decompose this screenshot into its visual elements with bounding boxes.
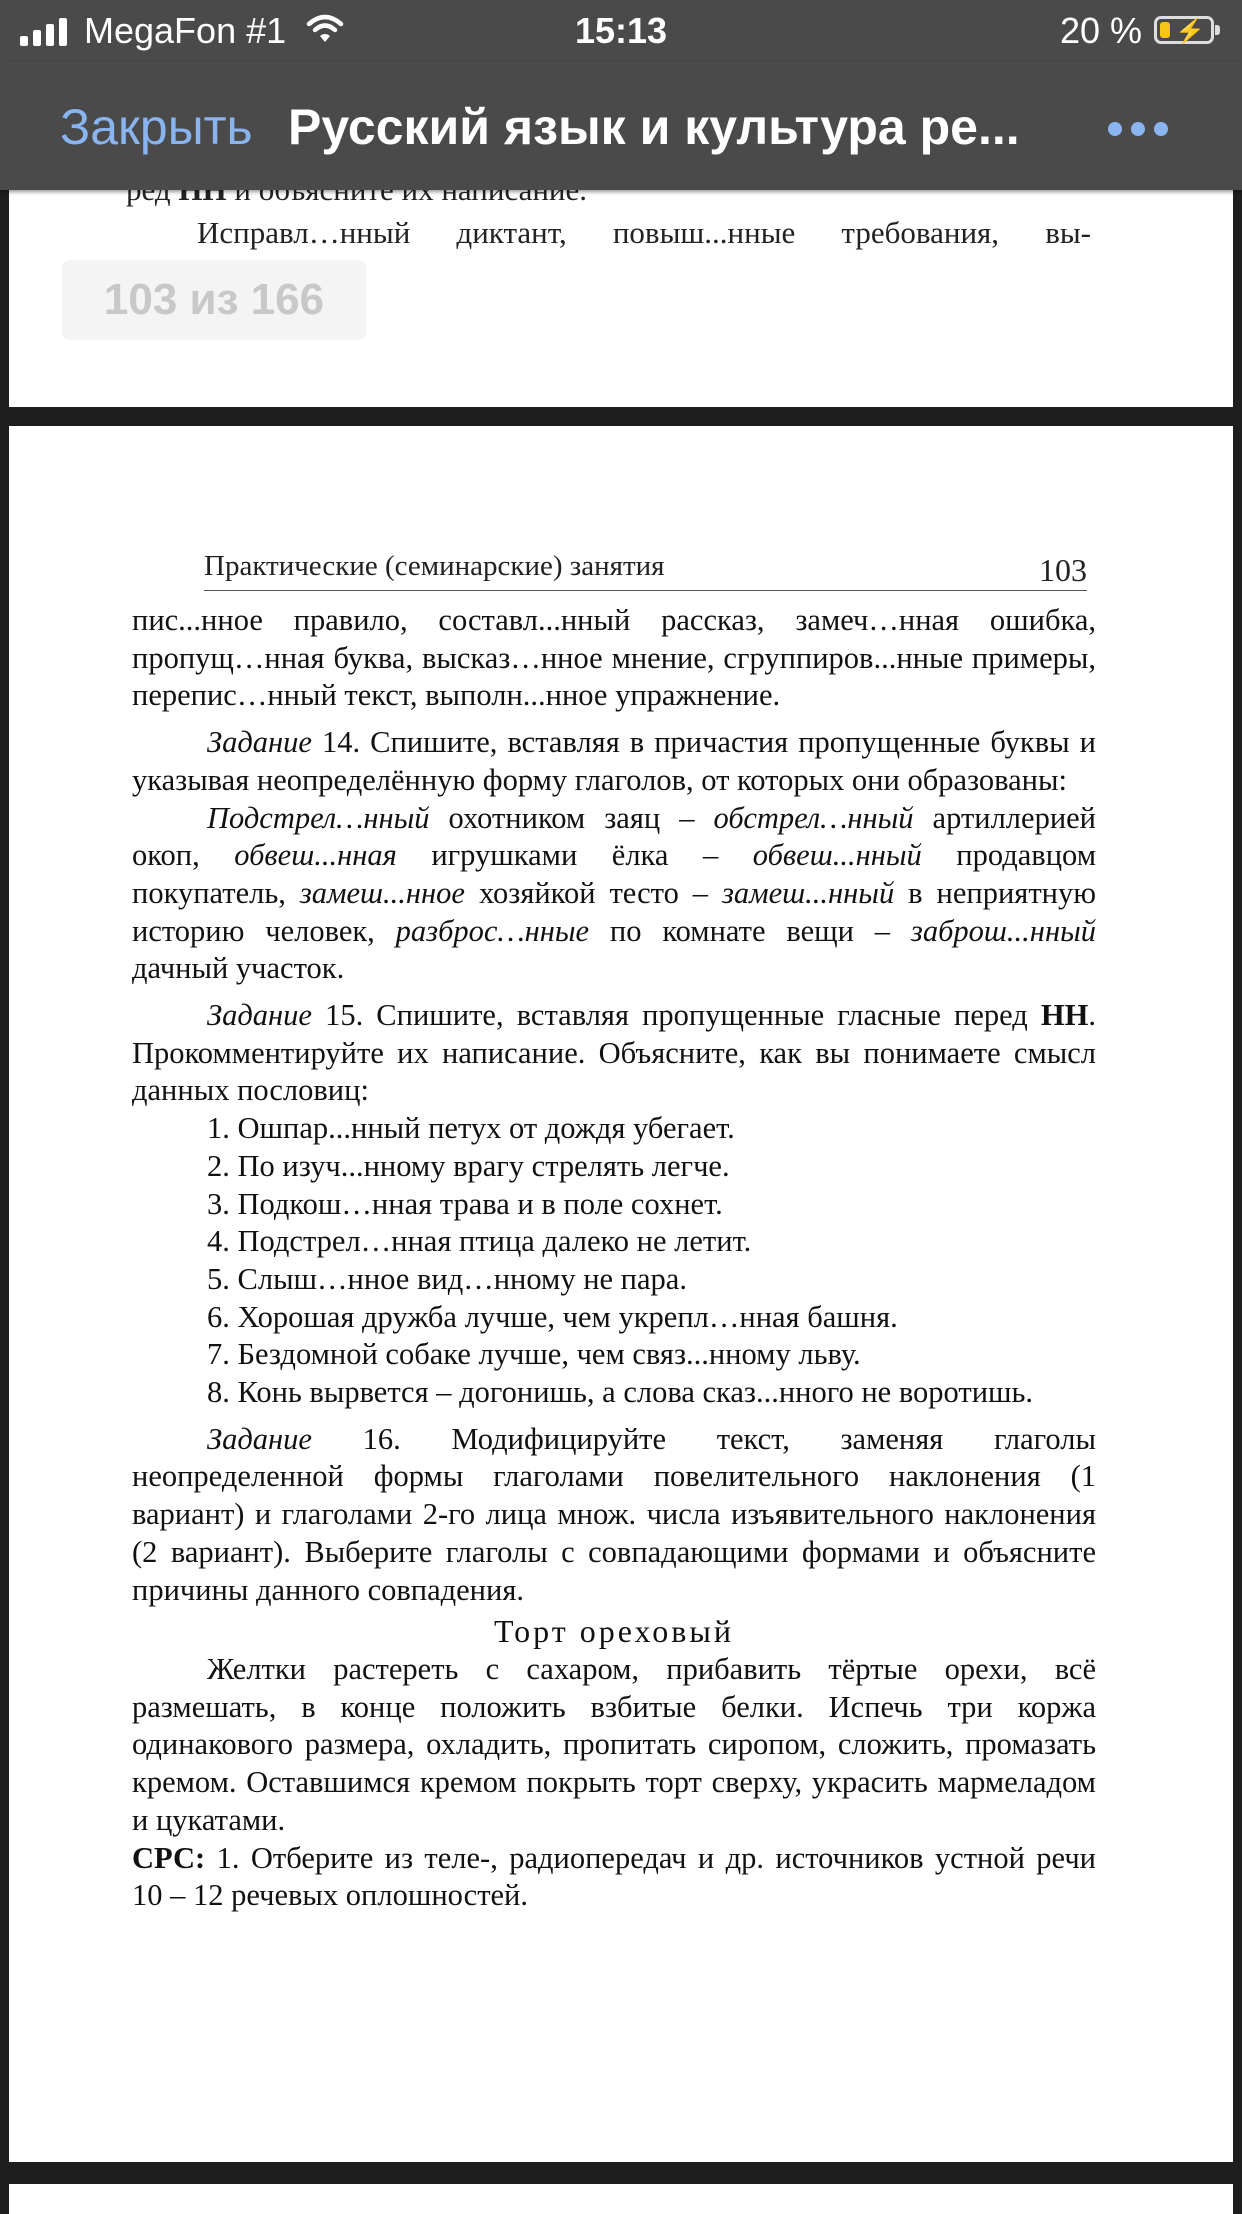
page-counter: 103 из 166: [62, 260, 366, 340]
navigation-bar: [0, 62, 1242, 190]
battery-icon: [1154, 16, 1214, 44]
clock: 15:13: [574, 10, 668, 51]
more-options-icon[interactable]: [1108, 122, 1168, 136]
srs-task: СРС: 1. Отберите из теле-, радиопередач и др. источников устной речи 10 – 12 речевых оплошностей.: [132, 1840, 1096, 1913]
document-title: Русский язык и культура ре...: [288, 99, 1020, 155]
running-head-title: Практические (семинарские) занятия: [204, 550, 665, 582]
battery-tip: [1215, 25, 1220, 35]
proverb-item: 5. Слыш…нное вид…нному не пара.: [207, 1261, 687, 1296]
current-page[interactable]: [9, 426, 1233, 2162]
page-number: 103: [1039, 552, 1087, 588]
task-14: Задание 14. Спишите, вставляя в причастия пропущенные буквы и указывая неопределённую форму глаголов, от которых они образованы:: [132, 725, 1096, 797]
paragraph: пис...нное правило, составл...нный рассказ, замеч…нная ошибка, пропущ…нная буква, высказ…нное мнение, сгруппиров...нные примеры, перепис…нный текст, выполн...нное упражнение.: [132, 603, 1096, 713]
battery-percent: 20 %: [1059, 10, 1142, 51]
running-head: [204, 550, 1087, 591]
wifi-icon: [306, 14, 344, 44]
next-page[interactable]: [9, 2184, 1233, 2214]
proverb-item: 2. По изуч...нному врагу стрелять легче.: [207, 1148, 730, 1183]
proverb-item: 8. Конь вырвется – догонишь, а слова сказ...нного не воротишь.: [207, 1375, 1034, 1410]
recipe-title: Торт ореховый: [494, 1613, 734, 1650]
battery-level: [1160, 22, 1170, 38]
close-button[interactable]: Закрыть: [60, 99, 253, 155]
recipe-text: Желтки растереть с сахаром, прибавить тёртые орехи, всё размешать, в конце положить взбитые белки. Испечь три коржа одинакового размера, охладить, пропитать сиропом, сложить, промазать кремом. Оставшимся кремом покрыть торт сверху, украсить мармеладом и цукатами.: [132, 1651, 1096, 1837]
page-content: [132, 602, 1096, 1915]
carrier-name: MegaFon #1: [84, 10, 287, 51]
proverb-item: 4. Подстрел…нная птица далеко не летит.: [207, 1224, 752, 1259]
proverb-item: 6. Хорошая дружба лучше, чем укрепл…нная башня.: [207, 1299, 898, 1334]
task-14-exercise: Подстрел…нный охотником заяц – обстрел…нный артиллерией окоп, обвеш...нная игрушками ёлка – обвеш...нный продавцом покупатель, замеш...нное хозяйкой тесто – замеш...нный в неприятную историю человек, разброс…нные по комнате вещи – заброш...нный дачный участок.: [132, 800, 1097, 986]
proverb-item: 7. Бездомной собаке лучше, чем связ...нному льву.: [207, 1337, 861, 1372]
task-16: Задание 16. Модифицируйте текст, заменяя глаголы неопределенной формы глаголами повелительного наклонения (1 вариант) и глаголами 2-го лица множ. числа изъявительного наклонения (2 вариант). Выберите глаголы с совпадающими формами и объясните причины данного совпадения.: [132, 1421, 1096, 1607]
proverb-item: 1. Ошпар...нный петух от дождя убегает.: [207, 1111, 735, 1146]
status-bar: [0, 0, 1242, 62]
prev-page-line: Исправл…нный диктант, повыш...нные требования, вы-: [197, 215, 1091, 250]
proverb-item: 3. Подкош…нная трава и в поле сохнет.: [207, 1186, 723, 1221]
task-15: Задание 15. Спишите, вставляя пропущенные гласные перед НН. Прокомментируйте их написание. Объясните, как вы понимаете смысл данных пословиц:: [132, 998, 1096, 1108]
charging-bolt-icon: ⚡: [1175, 18, 1205, 45]
signal-icon: [20, 16, 67, 46]
